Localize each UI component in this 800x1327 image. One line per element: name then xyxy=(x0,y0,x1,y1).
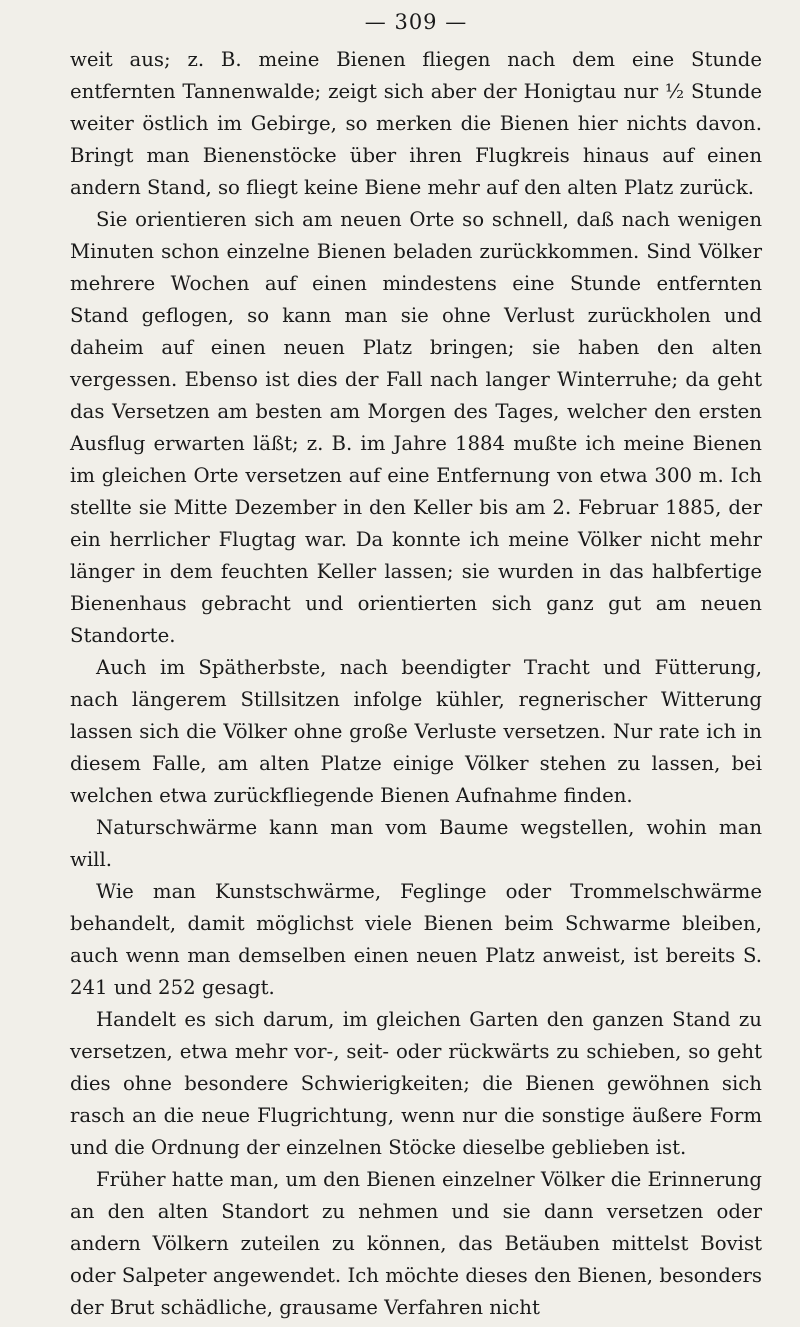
paragraph-5: Wie man Kunstschwärme, Feglinge oder Trommelschwärme behandelt, damit möglichst viele Bienen beim Schwarme bleiben, auch wenn man demselben einen neuen Platz anweist, ist bereits S. 241 und 252 gesagt. xyxy=(70,880,762,999)
body-text xyxy=(70,44,762,1324)
paragraph-6: Handelt es sich darum, im gleichen Garten den ganzen Stand zu versetzen, etwa mehr vor-, seit- oder rückwärts zu schieben, so geht dies ohne besondere Schwierigkeiten; die Bienen gewöhnen sich rasch an die neue Flugrichtung, wenn nur die sonstige äußere Form und die Ordnung der einzelnen Stöcke dieselbe geblieben ist. xyxy=(70,1008,762,1159)
page-number-header: — 309 — xyxy=(364,10,468,34)
paragraph-4: Naturschwärme kann man vom Baume wegstellen, wohin man will. xyxy=(70,816,762,871)
paragraph-3: Auch im Spätherbste, nach beendigter Tracht und Fütterung, nach längerem Stillsitzen infolge kühler, regnerischer Witterung lassen sich die Völker ohne große Verluste versetzen. Nur rate ich in diesem Falle, am alten Platze einige Völker stehen zu lassen, bei welchen etwa zurückfliegende Bienen Aufnahme finden. xyxy=(70,656,762,807)
paragraph-2: Sie orientieren sich am neuen Orte so schnell, daß nach wenigen Minuten schon einzelne Bienen beladen zurückkommen. Sind Völker mehrere Wochen auf einen mindestens eine Stunde entfernten Stand geflogen, so kann man sie ohne Verlust zurückholen und daheim auf einen neuen Platz bringen; sie haben den alten vergessen. Ebenso ist dies der Fall nach langer Winterruhe; da geht das Versetzen am besten am Morgen des Tages, welcher den ersten Ausflug erwarten läßt; z. B. im Jahre 1884 mußte ich meine Bienen im gleichen Orte versetzen auf eine Entfernung von etwa 300 m. Ich stellte sie Mitte Dezember in den Keller bis am 2. Februar 1885, der ein herrlicher Flugtag war. Da konnte ich meine Völker nicht mehr länger in dem feuchten Keller lassen; sie wurden in das halbfertige Bienenhaus gebracht und orientierten sich ganz gut am neuen Standorte. xyxy=(70,208,762,647)
paragraph-1: weit aus; z. B. meine Bienen fliegen nach dem eine Stunde entfernten Tannenwalde; zeigt sich aber der Honigtau nur ½ Stunde weiter östlich im Gebirge, so merken die Bienen hier nichts davon. Bringt man Bienenstöcke über ihren Flugkreis hinaus auf einen andern Stand, so fliegt keine Biene mehr auf den alten Platz zurück. xyxy=(70,48,762,199)
paragraph-7: Früher hatte man, um den Bienen einzelner Völker die Erinnerung an den alten Standort zu nehmen und sie dann versetzen oder andern Völkern zuteilen zu können, das Betäuben mittelst Bovist oder Salpeter angewendet. Ich möchte dieses den Bienen, besonders der Brut schädliche, grausame Verfahren nicht xyxy=(70,1168,763,1319)
